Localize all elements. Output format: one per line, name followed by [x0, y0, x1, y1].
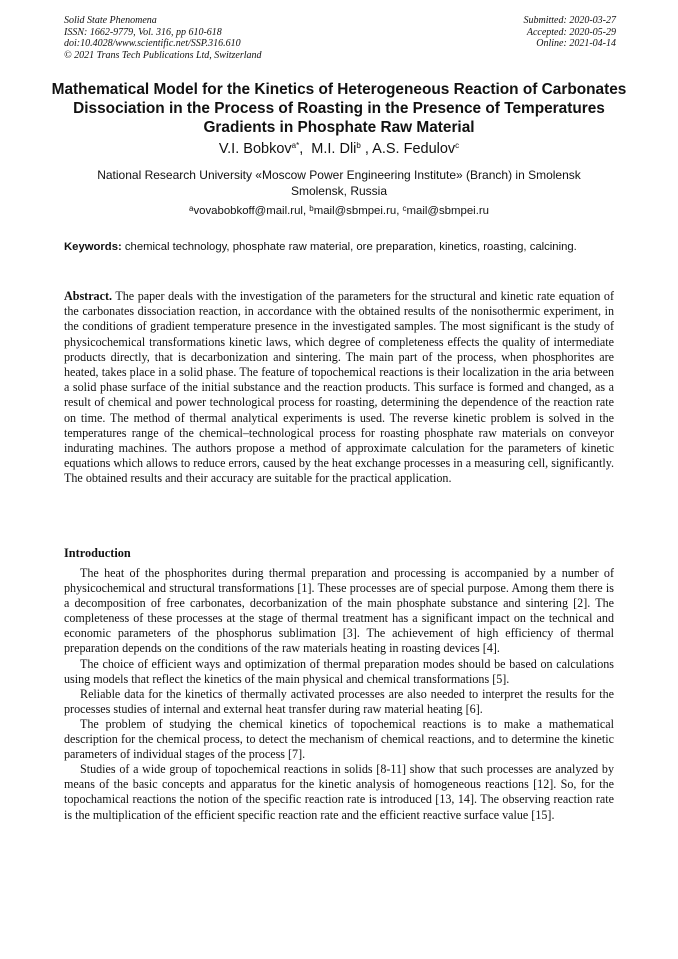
author-affil-mark: c [455, 141, 460, 150]
paragraph: The heat of the phosphorites during thermal preparation and processing is accompanied by a number of physicochemical and structural transformations [1]. These processes are of special purpose. Among them there is a decomposition of free carbonates, decorbanization of the main phosphate substance and sintering [2]. The completeness of these processes at the stage of thermal treatment has a significant impact on the technical and economic parameters of the phosphorus sublimation [3]. The achievement of high efficiency of thermal preparation depends on the conditions of the raw materials heating in roasting devices [4]. [64, 566, 614, 656]
keywords-text: chemical technology, phosphate raw material, ore preparation, kinetics, roasting, calcining. [124, 241, 577, 253]
introduction-body [64, 566, 614, 823]
paragraph: Reliable data for the kinetics of thermally activated processes are also needed to interpret the results for the processes studies of internal and external heat transfer during raw material heating [6]. [64, 686, 614, 716]
affiliation: National Research University «Moscow Power Engineering Institute» (Branch) in Smolensk Smolensk, Russia [97, 168, 581, 198]
email-mark: c [402, 204, 407, 213]
abstract-text: The paper deals with the investigation of the parameters for the structural and kinetic rate equation of the carbonates dissociation reaction, in accordance with the obtained results of the nonisothermic experiment, in the conditions of gradient temperature presence in the investigated samples. The most significant is the study of physicochemical transformations kinetic laws, which degree of completeness effects the quality of intermediate products directly, that is decarbonization and sintering. The main part of the process, when phosphorites are heated, takes place in a solid phase. The feature of topochemical reactions is their localization in the aria between a solid phase surface of the initial substance and the reaction products. This surface is formed and changed, as a result of chemical and power technological process for roasting, determining the dependence of the reaction rate on time. The method of thermal analytical experiments is used. The reverse kinetic problem is solved in the temperatures range of the chemical–technological process for roasting phosphate raw materials on conveyor indurating machines. The authors propose a method of approximate calculation for the parameters of kinetic equations which allows to reduce errors, caused by the heat exchange processes in a measuring cell, significantly. The obtained results and their accuracy are suitable for the practical application. [64, 289, 614, 486]
paragraph: The problem of studying the chemical kinetics of topochemical reactions is to make a mathematical description for the chemical process, to detect the mechanism of chemical reactions, and to determine the kinetic parameters of individual stages of the process [7]. [64, 716, 614, 762]
copyright-line: © 2021 Trans Tech Publications Ltd, Switzerland [64, 49, 262, 61]
email-link[interactable]: vovabobkoff@mail.rul, [193, 205, 307, 217]
keywords-block [64, 240, 614, 255]
author-name: A.S. Fedulov [372, 141, 456, 157]
email-link[interactable]: mail@sbmpei.ru [406, 205, 489, 217]
journal-name: Solid State Phenomena [64, 15, 157, 26]
issn-line: ISSN: 1662-9779, Vol. 316, pp 610-618 [64, 26, 222, 38]
paper-title: Mathematical Model for the Kinetics of Heterogeneous Reaction of Carbonates Dissociation in the Process of Roasting in the Presence of Temperatures Gradients in Phosphate Raw Material [51, 81, 627, 136]
accepted-date: Accepted: 2020-05-29 [526, 26, 616, 38]
email-list [40, 204, 638, 219]
email-mark: b [309, 204, 314, 213]
abstract-block [64, 289, 614, 487]
paragraph: The choice of efficient ways and optimization of thermal preparation modes should be based on calculations using models that reflect the kinetics of the main physical and chemical transformations [5]. [64, 656, 614, 686]
online-date: Online: 2021-04-14 [536, 38, 616, 49]
section-heading-introduction: Introduction [64, 546, 131, 560]
journal-info [64, 15, 262, 61]
keywords-label: Keywords: [64, 241, 122, 253]
author-list: V.I. Bobkov$^{a*}$, M.I. Dli$^b$ , A.S. Fedulov$^c$ [218, 141, 460, 157]
submitted-date: Submitted: 2020-03-27 [523, 15, 616, 26]
author-affil-mark: b [356, 141, 361, 150]
author-affil-mark: a* [291, 141, 300, 150]
paragraph: Studies of a wide group of topochemical reactions in solids [8-11] show that such processes are analyzed by means of the basic concepts and apparatus for the kinetic analysis of homogeneous reactions [12]. So, for the topochamical reactions the notion of the specific reaction rate is introduced [13, 14]. The observing reaction rate is the multiplication of the efficient specific reaction rate and the efficient reactive surface value [15]. [64, 762, 614, 822]
abstract-label: Abstract. [64, 289, 113, 303]
author-name: M.I. Dli [311, 141, 357, 157]
email-link[interactable]: mail@sbmpei.ru, [313, 205, 400, 217]
email-mark: a [189, 204, 194, 213]
author-name: V.I. Bobkov [218, 141, 292, 157]
publication-dates [524, 15, 617, 50]
doi-line[interactable]: doi:10.4028/www.scientific.net/SSP.316.610 [64, 38, 241, 49]
